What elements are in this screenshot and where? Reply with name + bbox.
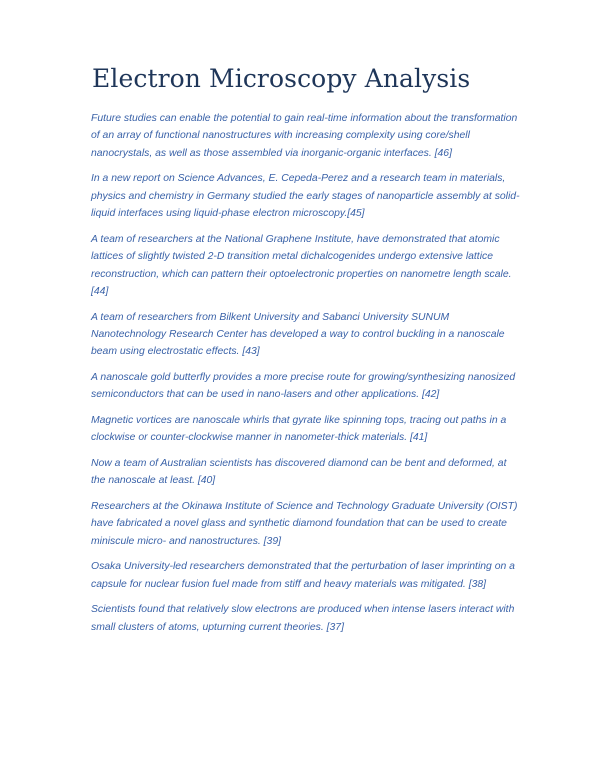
article-link-45[interactable]: In a new report on Science Advances, E. Cepeda-Perez and a research team in materials, physics and chemistry in Germany studied the early stages of nanoparticle assembly at solid-liquid interfaces using liquid-phase electron microscopy.[45] — [91, 173, 520, 220]
article-link-44[interactable]: A team of researchers at the National Graphene Institute, have demonstrated that atomic lattices of slightly twisted 2-D transition metal dichalcogenides undergo extensive lattice reconstruction, which can pattern their optoelectronic properties on nanometre length scale. [44] — [91, 233, 512, 298]
article-link-39[interactable]: Researchers at the Okinawa Institute of Science and Technology Graduate University (OIST) have fabricated a novel glass and synthetic diamond foundation that can be used to create miniscule micro- and nanostructures. [39] — [91, 501, 518, 547]
article-link-38[interactable]: Osaka University-led researchers demonstrated that the perturbation of laser imprinting on a capsule for nuclear fusion fuel made from stiff and heavy materials was mitigated. [38] — [91, 561, 515, 590]
page-title: Electron Microscopy Analysis — [92, 64, 471, 93]
article-link-list — [91, 110, 521, 644]
article-link-43[interactable]: A team of researchers from Bilkent University and Sabanci University SUNUM Nanotechnology Research Center has developed a way to control buckling in a nanoscale beam using electrostatic effects. [43] — [91, 311, 505, 358]
article-link-46[interactable]: Future studies can enable the potential to gain real-time information about the transformation of an array of functional nanostructures with increasing complexity using core/shell nanocrystals, as well as those assembled via inorganic-organic interfaces. [46] — [91, 113, 518, 159]
article-link-40[interactable]: Now a team of Australian scientists has discovered diamond can be bent and deformed, at the nanoscale at least. [40] — [91, 458, 507, 487]
article-link-37[interactable]: Scientists found that relatively slow electrons are produced when intense lasers interact with small clusters of atoms, upturning current theories. [37] — [91, 604, 515, 633]
article-link-42[interactable]: A nanoscale gold butterfly provides a more precise route for growing/synthesizing nanosized semiconductors that can be used in nano-lasers and other applications. [42] — [91, 372, 516, 401]
article-link-41[interactable]: Magnetic vortices are nanoscale whirls that gyrate like spinning tops, tracing out paths in a clockwise or counter-clockwise manner in nanometer-thick materials. [41] — [91, 415, 507, 444]
